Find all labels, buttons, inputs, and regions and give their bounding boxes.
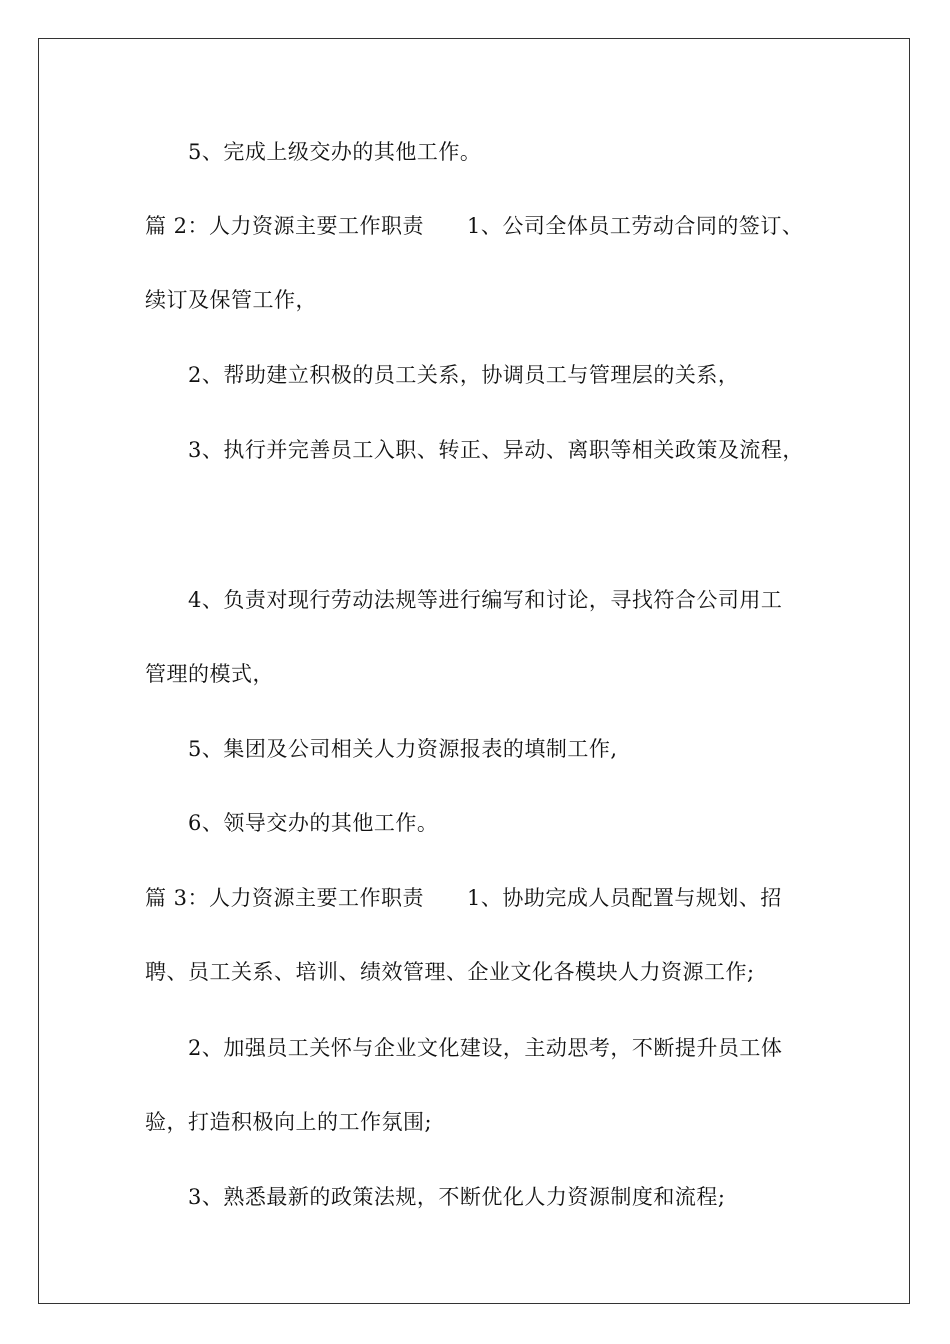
text-line: 续订及保管工作， — [145, 288, 317, 312]
text-line: 3、熟悉最新的政策法规，不断优化人力资源制度和流程; — [188, 1185, 726, 1209]
text-line: 5、集团及公司相关人力资源报表的填制工作, — [188, 737, 618, 761]
text-line: 2、帮助建立积极的员工关系，协调员工与管理层的关系， — [188, 363, 740, 387]
text-line: 6、领导交办的其他工作。 — [188, 811, 439, 835]
text-line: 验，打造积极向上的工作氛围; — [145, 1110, 433, 1134]
text-line: 5、完成上级交办的其他工作。 — [188, 140, 482, 164]
text-line: 2、加强员工关怀与企业文化建设，主动思考，不断提升员工体 — [188, 1036, 783, 1060]
section-heading-2: 篇 2：人力资源主要工作职责 1、公司全体员工劳动合同的签订、 — [145, 214, 804, 238]
text-line: 3、执行并完善员工入职、转正、异动、离职等相关政策及流程， — [188, 438, 804, 462]
text-line: 聘、员工关系、培训、绩效管理、企业文化各模块人力资源工作; — [145, 960, 755, 984]
text-line: 4、负责对现行劳动法规等进行编写和讨论，寻找符合公司用工 — [188, 588, 783, 612]
section-heading-3: 篇 3：人力资源主要工作职责 1、协助完成人员配置与规划、招 — [145, 886, 782, 910]
text-line: 管理的模式， — [145, 662, 274, 686]
